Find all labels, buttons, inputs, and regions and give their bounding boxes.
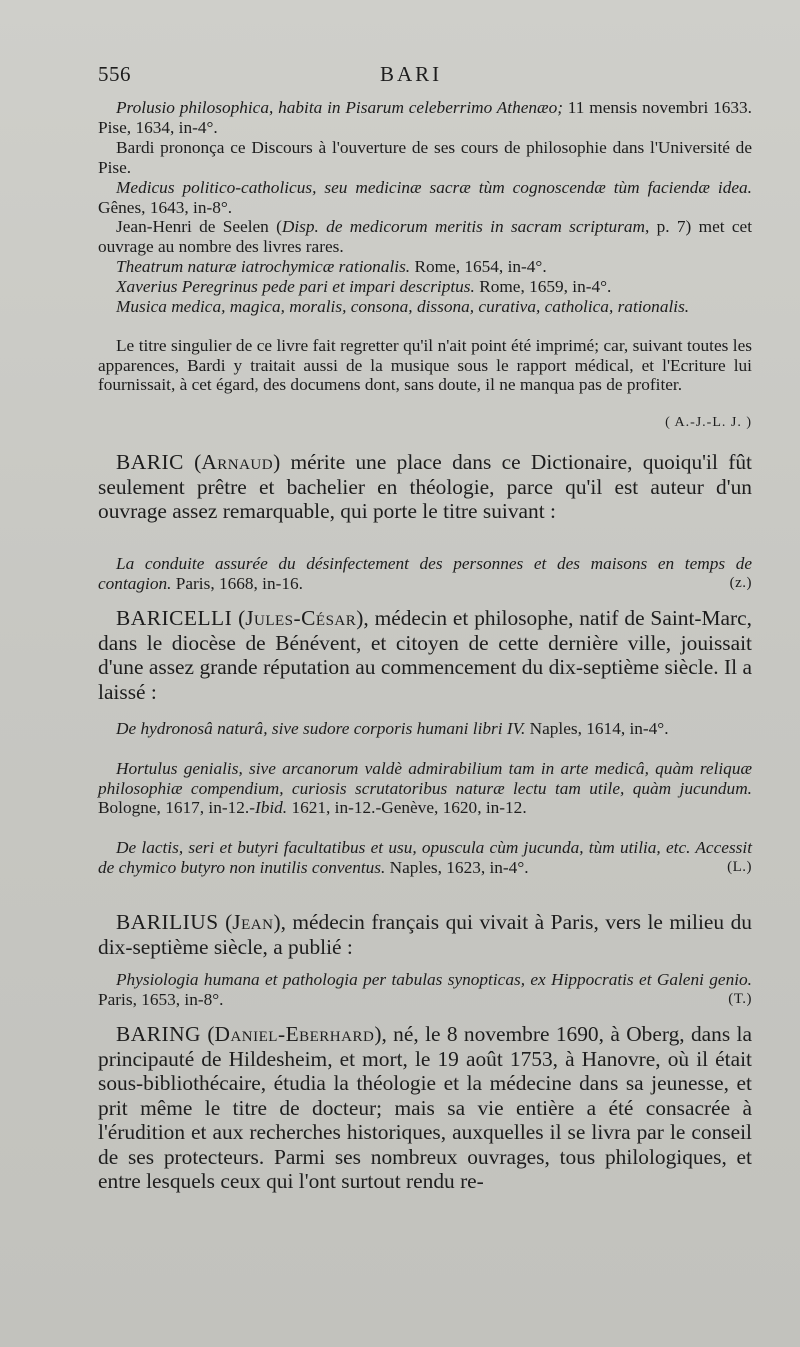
entry-baring: BARING (Daniel-Eberhard), né, le 8 novembre 1690, à Oberg, dans la principauté de Hildesheim, et mort, le 19 août 1753, à Hanovre, où il était sous-bibliothécaire, étudia la théologie et la médecine dans sa jeunesse, et prit même le titre de docteur; mais sa vie entière a été consacrée à l'érudition et aux recherches historiques, auxquelles il se livra par le conseil de ses protecteurs. Parmi ses nombreux ouvrages, tous philologiques, et entre lesquels ceux qui l'ont surtout rendu re- [98,1022,752,1193]
bardi-work-1-note: Bardi prononça ce Discours à l'ouverture de ses cours de philosophie dans l'Université de Pise. [98,138,752,177]
bardi-work-2-title: Medicus politico-catholicus, seu medicinæ sacræ tùm cognoscendæ tùm faciendæ idea. [116,178,752,197]
baricelli-work-2-title: Hortulus genialis, sive arcanorum valdè admirabilium tam in arte medicâ, quàm reliquæ philosophiæ compendium, curiosis scrutatoribus naturæ lectu tam utile, quàm jucundum. [98,759,752,798]
bardi-work-2 [98,178,752,217]
entry-baric: BARIC (Arnaud) mérite une place dans ce Dictionaire, quoiqu'il fût seulement prêtre et bachelier en théologie, parce qu'il est auteur d'un ouvrage assez remarquable, qui porte le titre suivant : [98,450,752,523]
bardi-work-2-note [98,217,752,256]
bardi-work-3-title: Theatrum naturæ iatrochymicæ rationalis. [116,257,411,276]
baric-work [98,554,752,593]
page-header [98,62,748,92]
entry-baricelli-forename: Jules-César [245,606,357,630]
barilius-work-title: Physiologia humana et pathologia per tabulas synopticas, ex Hippocratis et Galeni genio. [116,970,752,989]
bardi-work-2-note-ital: Disp. de medicorum meritis in sacram scripturam [281,217,645,236]
running-head: BARI [380,62,443,86]
page-number: 556 [98,62,131,86]
bardi-work-1-title: Prolusio philosophica, habita in Pisarum celeberrimo Athenæo; [116,98,563,117]
entry-barilius: BARILIUS (Jean), médecin français qui vivait à Paris, vers le milieu du dix-septième siècle, a publié : [98,910,752,959]
baricelli-work-2 [98,759,752,818]
barilius-work [98,970,752,1009]
baric-work-pub: Paris, 1668, in-16. [175,573,303,593]
entry-barilius-name: BARILIUS [116,910,219,934]
barilius-signature: (T.) [728,990,752,1007]
baricelli-work-2-pub: Bologne, 1617, in-12.- [98,798,255,817]
entry-baring-name: BARING [116,1022,202,1046]
entry-baricelli-name: BARICELLI [116,606,233,630]
bardi-work-1-pub: 11 mensis novembri 1633. Pise, 1634, in-4°. [98,98,752,137]
baricelli-work-3 [98,838,752,877]
bardi-work-4-pub: Rome, 1659, in-4°. [479,277,612,296]
baricelli-signature: (L.) [727,858,752,875]
bardi-work-3 [98,257,752,277]
baric-work-title: La conduite assurée du désinfectement des personnes et des maisons en temps de contagion. [98,554,752,593]
entry-baring-text: , né, le 8 novembre 1690, à Oberg, dans la principauté de Hildesheim, et mort, le 19 août 1753, à Hanovre, où il était sous-bibliothécaire, étudia la théologie et la médecine dans sa jeunesse, et prit même le titre de docteur; mais sa vie entière a été consacrée à l'érudition et aux recherches historiques, auxquelles il se livra par le conseil de ses protecteurs. Parmi ses nombreux ouvrages, tous philologiques, et entre lesquels ceux qui l'ont surtout rendu re- [98,1022,752,1193]
entry-baricelli: BARICELLI (Jules-César), médecin et philosophe, natif de Saint-Marc, dans le diocèse de Bénévent, et citoyen de cette dernière ville, jouissait d'une assez grande réputation au commencement du dix-septième siècle. Il a laissé : [98,606,752,704]
bardi-work-2-note-b: , p. 7) met cet ouvrage au nombre des livres rares. [98,217,752,256]
entry-barilius-forename: Jean [232,910,274,934]
entry-barilius-text: , médecin français qui vivait à Paris, vers le milieu du dix-septième siècle, a publié : [98,910,752,959]
bardi-work-1 [98,98,752,137]
entry-baric-text: mérite une place dans ce Dictionaire, quoiqu'il fût seulement prêtre et bachelier en théologie, parce qu'il est auteur d'un ouvrage assez remarquable, qui porte le titre suivant : [98,450,752,523]
bardi-note: Le titre singulier de ce livre fait regretter qu'il n'ait point été imprimé; car, suivant toutes les apparences, Bardi y traitait aussi de la musique sous le rapport médical, et l'Ecriture lui fournissait, à cet égard, des documens dont, sans doute, il ne manqua pas de profiter. [98,336,752,394]
baricelli-work-1 [98,719,752,739]
barilius-work-pub: Paris, 1653, in-8°. [98,989,224,1009]
bardi-work-4-title: Xaverius Peregrinus pede pari et impari descriptus. [116,277,475,296]
entry-baring-forename: Daniel-Eberhard [214,1022,375,1046]
bardi-work-2-note-a: Jean-Henri de Seelen ( [116,217,282,236]
entry-baricelli-text: , médecin et philosophe, natif de Saint-Marc, dans le diocèse de Bénévent, et citoyen de cette dernière ville, jouissait d'une assez grande réputation au commencement du dix-septième siècle. Il a laissé : [98,606,752,704]
entry-baric-name: BARIC [116,450,184,474]
entry-baric-forename: Arnaud [201,450,274,474]
bardi-work-3-pub: Rome, 1654, in-4°. [414,257,547,276]
baricelli-work-3-title: De lactis, seri et butyri facultatibus et usu, opuscula cùm jucunda, tùm utilia, etc. Accessit de chymico butyro non inutilis conventus. [98,838,752,877]
baricelli-work-1-title: De hydronosâ naturâ, sive sudore corporis humani libri IV. [116,719,526,738]
bardi-work-2-pub: Gênes, 1643, in-8°. [98,197,233,217]
baric-signature: (z.) [729,574,752,591]
baricelli-work-3-pub: Naples, 1623, in-4°. [389,857,529,877]
baricelli-work-2-pub2: 1621, in-12.-Genève, 1620, in-12. [291,798,527,817]
baricelli-work-2-ibid: Ibid. [254,798,288,817]
bardi-work-5-title: Musica medica, magica, moralis, consona, dissona, curativa, catholica, rationalis. [116,297,690,316]
baricelli-work-1-pub: Naples, 1614, in-4°. [529,719,669,738]
bardi-work-4 [98,277,752,297]
bardi-signature: ( A.-J.-L. J. ) [665,415,752,430]
